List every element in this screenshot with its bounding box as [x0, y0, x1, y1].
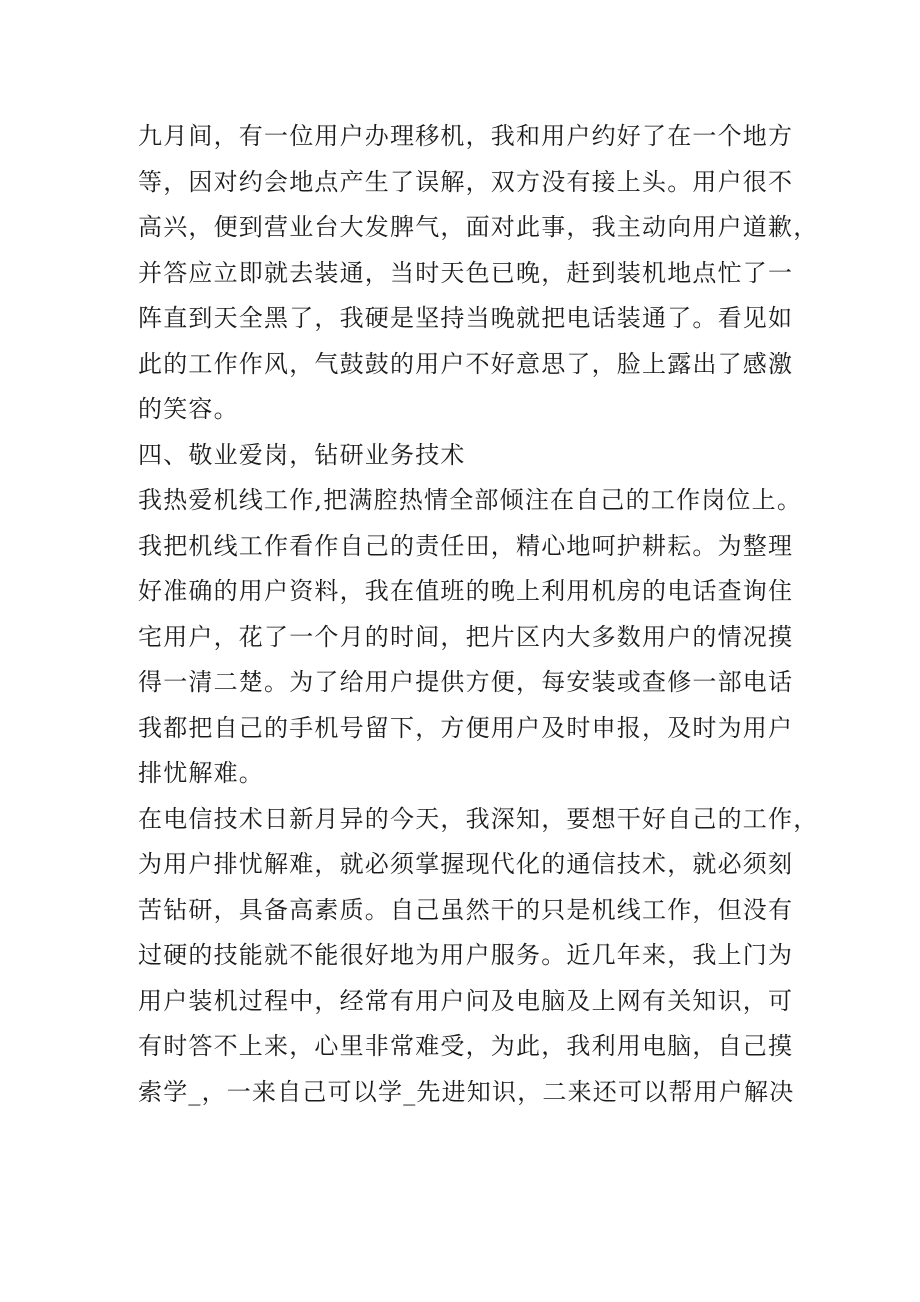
- text-line: 阵直到天全黑了，我硬是坚持当晚就把电话装通了。看见如: [138, 304, 794, 332]
- text-line: 九月间，有一位用户办理移机，我和用户约好了在一个地方: [138, 122, 794, 150]
- text-line: 我热爱机线工作,把满腔热情全部倾注在自己的工作岗位上。: [138, 486, 803, 514]
- document-body: [138, 114, 819, 1115]
- text-line: 为用户排忧解难，就必须掌握现代化的通信技术，就必须刻: [138, 850, 794, 878]
- text-line: 好准确的用户资料，我在值班的晚上利用机房的电话查询住: [138, 577, 794, 605]
- text-line: 此的工作作风，气鼓鼓的用户不好意思了，脸上露出了感激: [138, 349, 794, 378]
- text-line: 用户装机过程中，经常有用户问及电脑及上网有关知识，可: [138, 986, 794, 1015]
- text-line: 高兴，便到营业台大发脾气，面对此事，我主动向用户道歉，: [138, 213, 819, 241]
- text-line: 有时答不上来，心里非常难受，为此，我利用电脑，自己摸: [138, 1032, 794, 1060]
- text-line: 得一清二楚。为了给用户提供方便，每安装或查修一部电话: [138, 668, 794, 696]
- text-line: 排忧解难。: [138, 759, 264, 787]
- text-line: 索学_，一来自己可以学_先进知识，二来还可以帮用户解决: [138, 1077, 795, 1106]
- text-line: 在电信技术日新月异的今天，我深知，要想干好自己的工作，: [138, 804, 819, 833]
- text-line: 并答应立即就去装通，当时天色已晚，赶到装机地点忙了一: [138, 258, 794, 287]
- text-line: 的笑容。: [138, 395, 239, 423]
- text-line: 宅用户，花了一个月的时间，把片区内大多数用户的情况摸: [138, 622, 794, 651]
- section-heading: 四、敬业爱岗，钻研业务技术: [138, 440, 466, 469]
- text-line: 我都把自己的手机号留下，方便用户及时申报，及时为用户: [138, 713, 794, 742]
- text-line: 等，因对约会地点产生了误解，双方没有接上头。用户很不: [138, 167, 794, 196]
- text-line: 苦钻研，具备高素质。自己虽然干的只是机线工作，但没有: [138, 895, 794, 924]
- text-line: 过硬的技能就不能很好地为用户服务。近几年来，我上门为: [138, 941, 794, 969]
- text-line: 我把机线工作看作自己的责任田，精心地呵护耕耘。为整理: [138, 531, 794, 560]
